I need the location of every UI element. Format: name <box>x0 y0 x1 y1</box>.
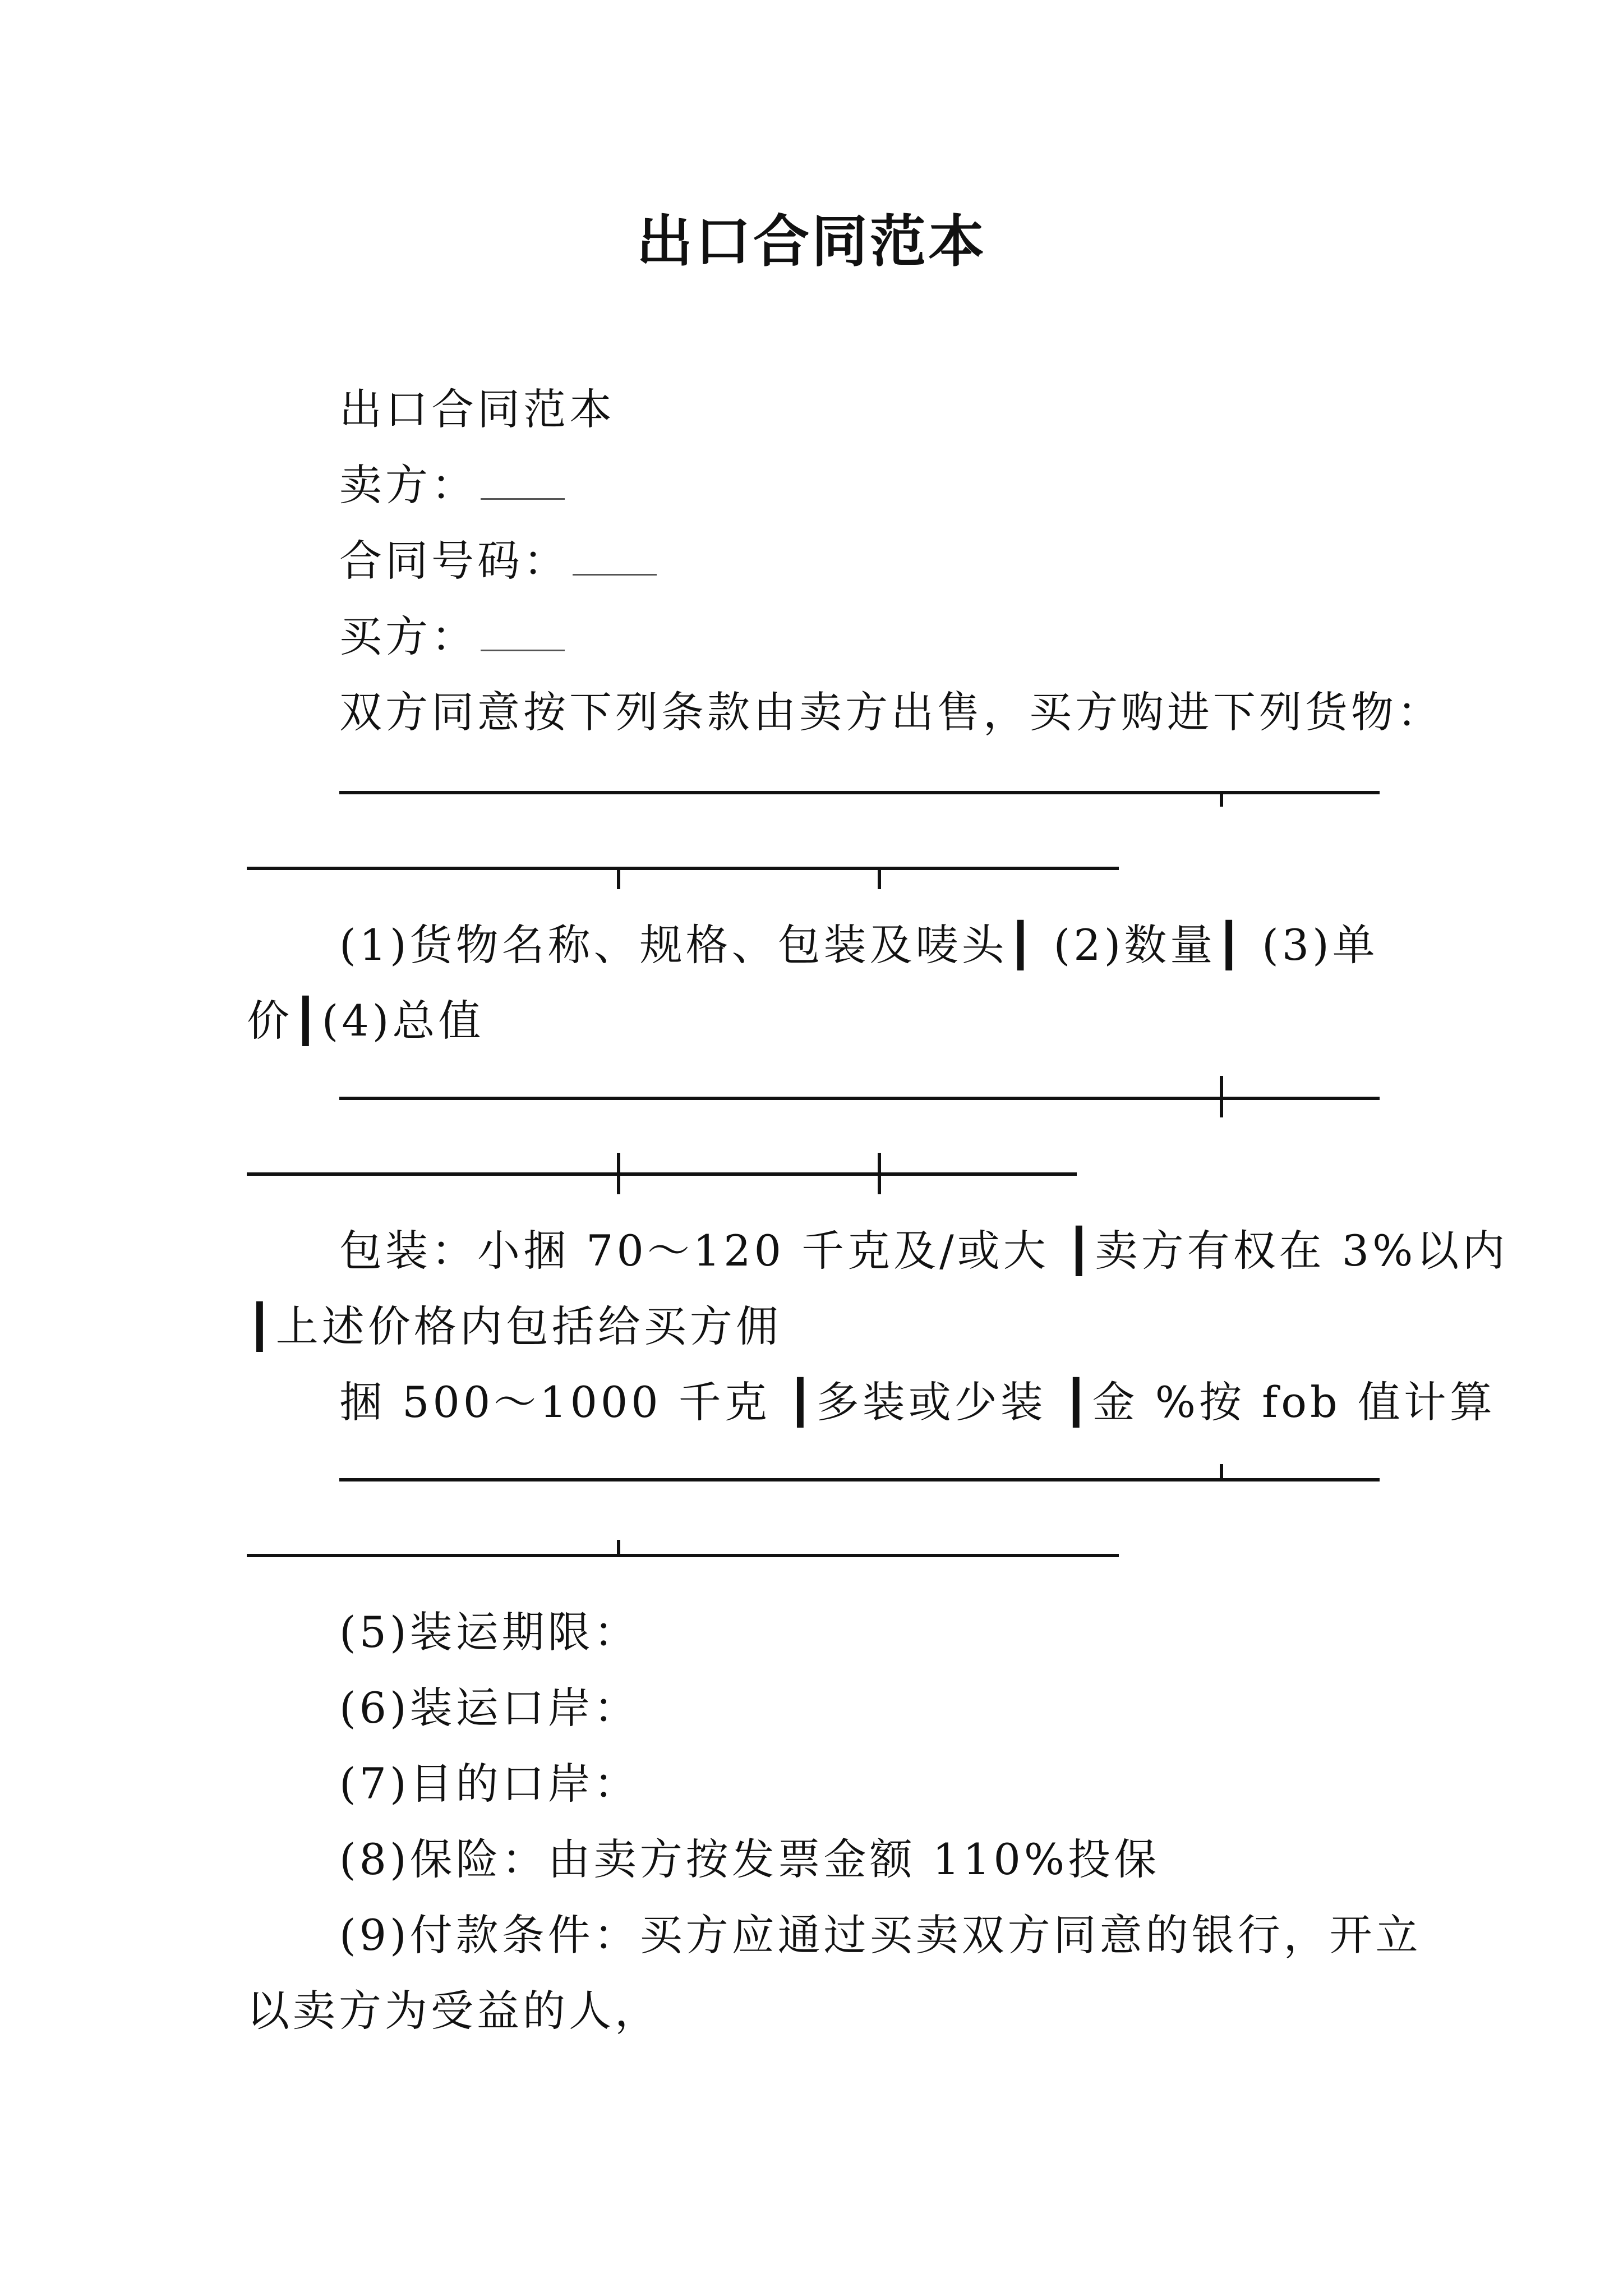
item-payment-terms-line2: 以卖方为受益的人， <box>247 1986 661 2036</box>
table-rule-tick <box>617 867 620 889</box>
seller-blank <box>481 464 565 500</box>
table-rule <box>339 791 1380 794</box>
contract-number-line <box>339 530 657 592</box>
document-title: 出口合同范本 <box>637 208 986 274</box>
buyer-blank <box>481 616 565 651</box>
item-port-of-destination: (7)目的口岸： <box>339 1759 640 1809</box>
table-rule <box>247 1172 1077 1176</box>
table-rule <box>339 1478 1380 1481</box>
table-rule-tick <box>1220 1076 1223 1117</box>
contract-number-blank <box>573 540 657 576</box>
table-rule <box>247 867 1119 870</box>
table-rule-tick <box>878 867 881 889</box>
item-shipment-period: (5)装运期限： <box>339 1607 640 1657</box>
table-columns-line1: (1)货物名称、规格、包装及唛头┃ (2)数量┃ (3)单 <box>339 920 1378 970</box>
contract-number-label: 合同号码： <box>339 536 569 586</box>
seller-label: 卖方： <box>339 460 477 510</box>
table-rule-tick <box>878 1153 881 1194</box>
table-rule-tick <box>617 1153 620 1194</box>
packing-line2: ┃上述价格内包括给买方佣 <box>247 1301 782 1351</box>
table-rule <box>339 1097 1380 1100</box>
packing-line1: 包装：小捆 70～120 千克及/或大 ┃卖方有权在 3%以内 <box>339 1226 1509 1276</box>
table-rule-tick <box>1220 1464 1223 1480</box>
table-rule-tick <box>617 1540 620 1556</box>
item-port-of-loading: (6)装运口岸： <box>339 1683 640 1733</box>
item-payment-terms-line1: (9)付款条件：买方应通过买卖双方同意的银行，开立 <box>339 1910 1422 1960</box>
table-rule-tick <box>1220 791 1223 807</box>
contract-heading: 出口合同范本 <box>339 384 615 434</box>
agreement-text: 双方同意按下列条款由卖方出售，买方购进下列货物： <box>339 687 1443 737</box>
buyer-label: 买方： <box>339 611 477 661</box>
item-insurance: (8)保险：由卖方按发票金额 110%投保 <box>339 1834 1160 1884</box>
buyer-line <box>339 606 565 668</box>
packing-line3: 捆 500～1000 千克 ┃多装或少装 ┃金 %按 fob 值计算 <box>339 1377 1496 1427</box>
table-columns-line2: 价┃(4)总值 <box>247 996 485 1046</box>
table-rule <box>247 1554 1119 1557</box>
seller-line <box>339 454 565 516</box>
